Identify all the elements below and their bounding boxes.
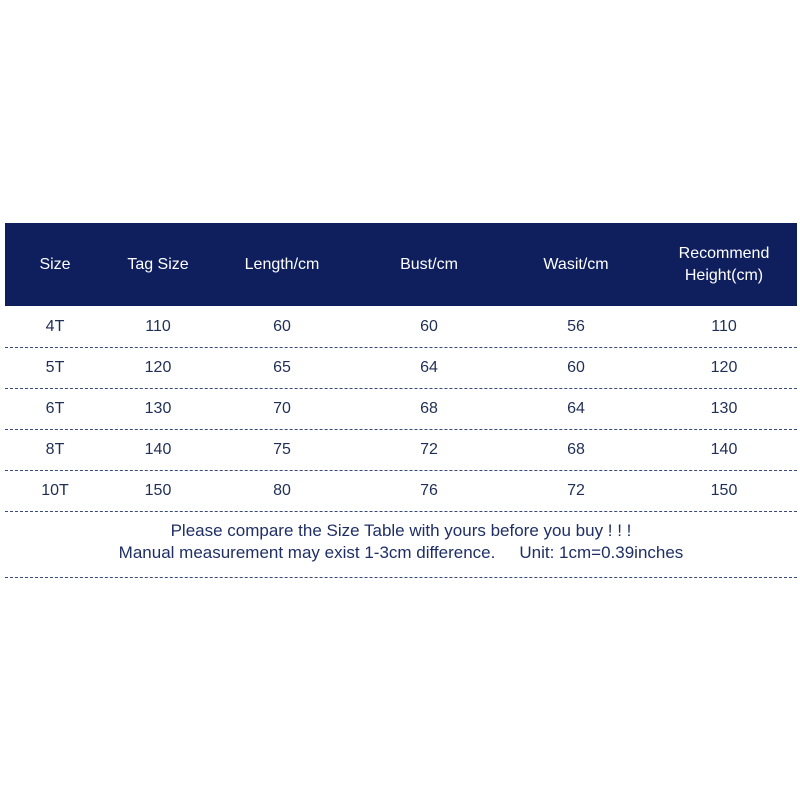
cell-bust: 60 [420,317,438,335]
table-header-row [5,223,797,306]
cell-waist: 60 [567,359,585,376]
measurement-note [5,542,797,564]
cell-bust: 72 [420,441,438,458]
cell-length: 80 [273,482,291,499]
cell-length: 75 [273,441,291,458]
size-chart-table [5,223,797,578]
table-row [5,430,797,471]
size-note [5,512,797,578]
table-row [5,471,797,512]
cell-size: 8T [45,441,65,458]
cell-length: 60 [273,317,291,335]
cell-size: 6T [45,400,65,417]
difference-note: Manual measurement may exist 1-3cm difference. [118,543,496,562]
cell-size: 4T [45,317,65,335]
cell-tag-size: 140 [144,441,172,458]
cell-height: 150 [710,482,738,499]
header-recommend-height [659,243,789,287]
cell-tag-size: 120 [144,359,172,376]
cell-height: 140 [710,441,738,458]
table-row [5,389,797,430]
cell-waist: 72 [567,482,585,499]
header-tag-size: Tag Size [127,255,189,273]
header-bust: Bust/cm [400,255,458,273]
cell-length: 65 [273,359,291,376]
table-row [5,306,797,348]
cell-height: 130 [710,400,738,417]
cell-waist: 56 [567,317,585,335]
cell-bust: 68 [420,400,438,417]
header-waist: Wasit/cm [543,255,609,273]
cell-length: 70 [273,400,291,417]
header-recommend-line1: Recommend [678,244,770,262]
cell-bust: 76 [420,482,438,499]
unit-note: Unit: 1cm=0.39inches [519,543,684,562]
cell-height: 120 [710,359,738,376]
cell-bust: 64 [420,359,438,376]
cell-tag-size: 150 [144,482,172,499]
cell-size: 5T [45,359,65,376]
table-row [5,348,797,389]
header-recommend-line2: Height(cm) [684,266,764,284]
cell-height: 110 [711,317,737,335]
cell-waist: 64 [567,400,585,417]
compare-note: Please compare the Size Table with yours before you buy ! ! ! [170,521,632,540]
cell-waist: 68 [567,441,585,458]
cell-tag-size: 110 [145,317,171,335]
header-length: Length/cm [244,255,320,273]
header-size: Size [39,255,71,273]
cell-tag-size: 130 [144,400,172,417]
cell-size: 10T [41,482,69,499]
